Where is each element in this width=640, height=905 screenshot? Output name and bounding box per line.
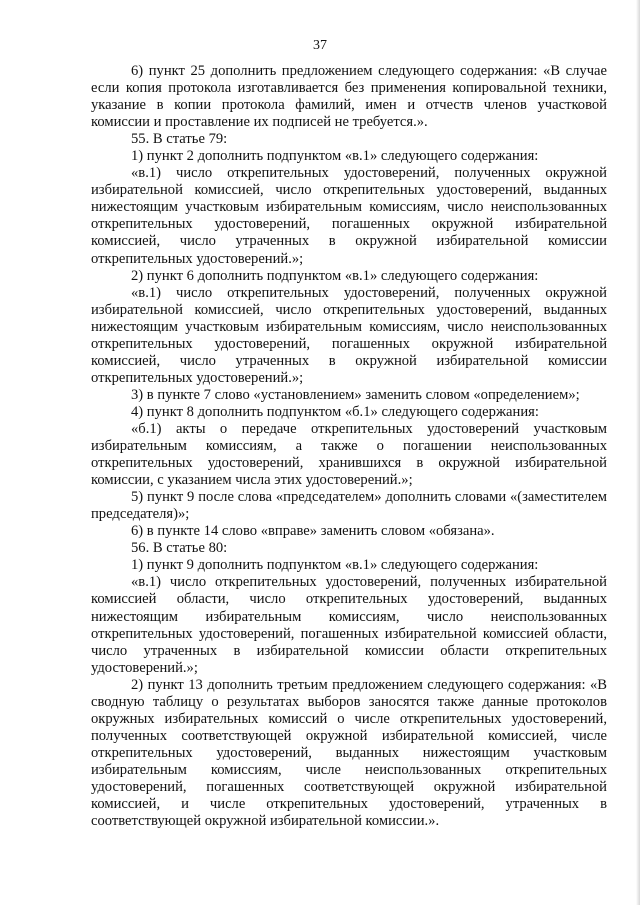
paragraph-item-3-punkt-7: 3) в пункте 7 слово «установлением» заменить словом «определением»; [131, 386, 580, 403]
paragraph-v1-text-a: «в.1) число открепительных удостоверений, полученных окружной избирательной комиссией, число открепительных удостоверений, выданных нижестоящим участковым избирательным комиссиям, число неиспользованных открепительных удостоверений, погашенных окружной избирательной комиссией, число утраченных в окружной избирательной комиссии открепительных удостоверений.»; [91, 165, 607, 267]
paragraph-item-2-punkt-13: 2) пункт 13 дополнить третьим предложением следующего содержания: «В сводную таблицу о результатах выборов заносятся также данные протоколов окружных избирательных комиссий о числе открепительных удостоверений, полученных соответствующей окружной избирательной комиссией, числе открепительных удостоверений, выданных нижестоящим участковым избирательным комиссиям, числе неиспользованных открепительных удостоверений, погашенных соответствующей окружной избирательной комиссией, и числе открепительных удостоверений, утраченных в соответствующей окружной избирательной комиссии.». [91, 676, 607, 830]
paragraph-item-4-punkt-8: 4) пункт 8 дополнить подпунктом «б.1» следующего содержания: [131, 403, 539, 420]
paragraph-article-80-heading: 56. В статье 80: [131, 540, 228, 557]
paragraph-item-5-punkt-9: 5) пункт 9 после слова «председателем» дополнить словами «(заместителем председателя)»; [91, 489, 607, 523]
paragraph-item-2-punkt-6: 2) пункт 6 дополнить подпунктом «в.1» следующего содержания: [131, 267, 539, 284]
paragraph-item-1-punkt-2: 1) пункт 2 дополнить подпунктом «в.1» следующего содержания: [131, 148, 539, 165]
paragraph-v1-text-b: «в.1) число открепительных удостоверений, полученных окружной избирательной комиссией, число открепительных удостоверений, выданных нижестоящим участковым избирательным комиссиям, число неиспользованных открепительных удостоверений, погашенных окружной избирательной комиссией, число утраченных в окружной избирательной комиссии открепительных удостоверений.»; [91, 284, 607, 386]
paragraph-item-6-punkt-25: 6) пункт 25 дополнить предложением следующего содержания: «В случае если копия протокола изготавливается без применения копировальной техники, указание в копии протокола фамилий, имен и отчеств членов участковой комиссии и проставление их подписей не требуется.». [91, 63, 607, 131]
paragraph-b1-text: «б.1) акты о передаче открепительных удостоверений участковым избирательным комиссиям, а также о погашении неиспользованных открепительных удостоверений, хранившихся в окружной избирательной комиссии, с указанием числа этих удостоверений.»; [91, 420, 607, 489]
paragraph-item-1-punkt-9: 1) пункт 9 дополнить подпунктом «в.1» следующего содержания: [131, 557, 539, 574]
paragraph-article-79-heading: 55. В статье 79: [131, 131, 228, 148]
page-edge-shadow [636, 0, 640, 905]
document-body [91, 63, 607, 830]
paragraph-v1-text-c: «в.1) число открепительных удостоверений, полученных избирательной комиссией области, число открепительных удостоверений, выданных нижестоящим избирательным комиссиям, число неиспользованных открепительных удостоверений, погашенных избирательной комиссией области, число утраченных в избирательной комиссии области открепительных удостоверений.»; [91, 574, 607, 676]
page-number: 37 [313, 38, 327, 53]
paragraph-item-6-punkt-14: 6) в пункте 14 слово «вправе» заменить словом «обязана». [131, 523, 495, 540]
